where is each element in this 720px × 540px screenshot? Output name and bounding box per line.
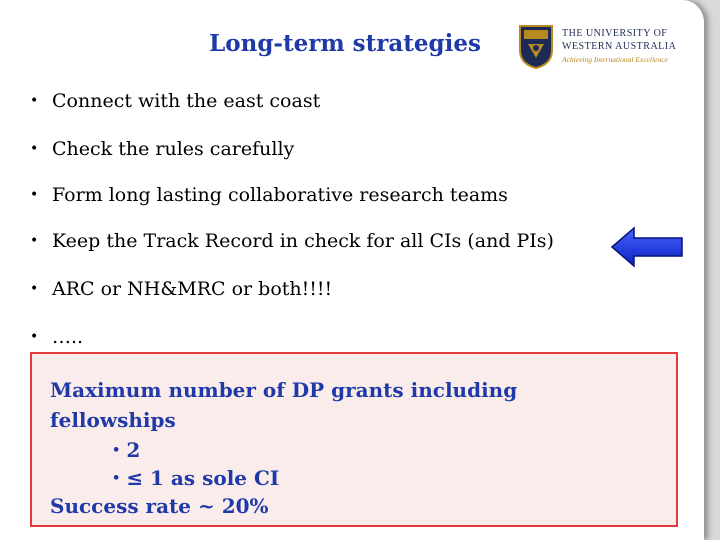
box-sub-item	[112, 466, 279, 490]
bullet-marker: •	[30, 93, 39, 109]
bullet-item	[30, 184, 508, 206]
box-heading-line2: fellowships	[50, 408, 176, 432]
logo-tagline: Achieving International Excellence	[562, 55, 668, 64]
box-footer: Success rate ~ 20%	[50, 494, 269, 518]
university-logo	[518, 22, 698, 72]
slide-title: Long-term strategies	[209, 30, 481, 57]
box-sub-item	[112, 438, 140, 462]
box-sub-item-text: 2	[126, 438, 141, 462]
bullet-marker: •	[30, 329, 39, 345]
logo-name-line1: THE UNIVERSITY OF	[562, 28, 668, 39]
bullet-text: ARC or NH&MRC or both!!!!	[52, 278, 333, 300]
bullet-marker: •	[112, 471, 121, 486]
bullet-text: Check the rules carefully	[52, 138, 295, 160]
bullet-text: Form long lasting collaborative research teams	[52, 184, 508, 206]
box-heading-line1: Maximum number of DP grants including	[50, 378, 518, 402]
bullet-text: …..	[52, 326, 84, 348]
box-sub-item-text: ≤ 1 as sole CI	[126, 466, 280, 490]
bullet-item	[30, 90, 320, 112]
bullet-text: Keep the Track Record in check for all CIs (and PIs)	[52, 230, 554, 252]
bullet-marker: •	[30, 233, 39, 249]
bullet-item	[30, 230, 554, 252]
left-arrow-icon	[610, 226, 684, 268]
bullet-marker: •	[112, 443, 121, 458]
bullet-item	[30, 138, 294, 160]
bullet-item	[30, 326, 83, 348]
bullet-marker: •	[30, 281, 39, 297]
logo-name-line2: WESTERN AUSTRALIA	[562, 41, 677, 52]
crest-icon	[518, 24, 554, 70]
highlight-box	[30, 352, 678, 527]
bullet-marker: •	[30, 187, 39, 203]
bullet-item	[30, 278, 332, 300]
bullet-text: Connect with the east coast	[52, 90, 321, 112]
bullet-marker: •	[30, 141, 39, 157]
